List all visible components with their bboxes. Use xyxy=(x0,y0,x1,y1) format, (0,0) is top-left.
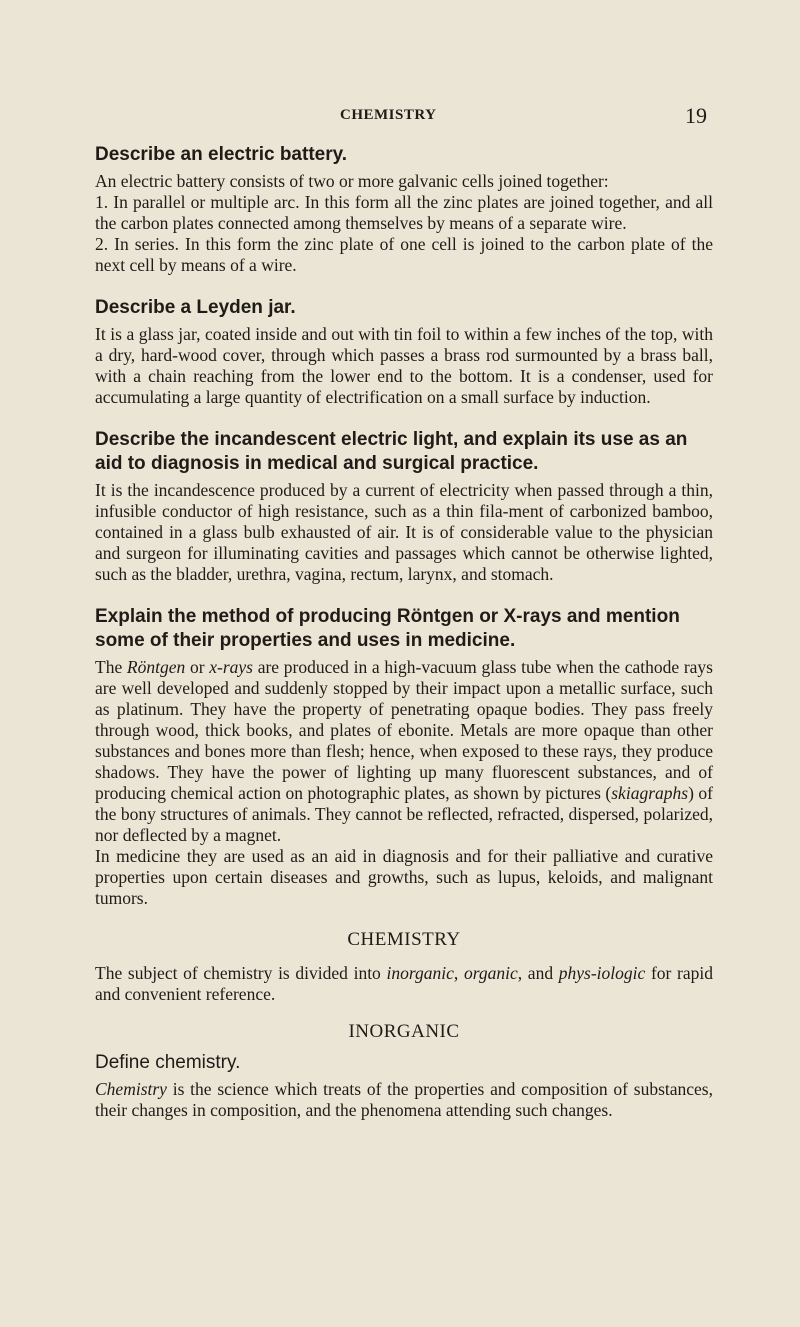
answer-paragraph: The Röntgen or x-rays are produced in a high-vacuum glass tube when the cathode rays are well developed and suddenly stopped by their impact upon a metallic surface, such as platinum. They have the property of penetrating opaque bodies. They pass freely through wood, thick books, and plates of ebonite. Metals are more opaque than other substances and bones more than flesh; hence, when exposed to these rays, they produce shadows. They have the power of lighting up many fluorescent substances, and of producing chemical action on photographic plates, as shown by pictures (skiagraphs) of the bony structures of animals. They cannot be reflected, refracted, dispersed, polarized, nor deflected by a magnet. xyxy=(95,657,714,845)
chemistry-intro: The subject of chemistry is divided into inorganic, organic, and phys-iologic for rapid and convenient reference. xyxy=(95,963,713,1004)
answer-paragraph: An electric battery consists of two or more galvanic cells joined together: xyxy=(95,171,609,191)
question-heading: Describe the incandescent electric light, and explain its use as an aid to diagnosis in medical and surgical practice. xyxy=(95,429,688,474)
italic-term: skiagraphs xyxy=(611,783,689,803)
page-number: 19 xyxy=(685,103,707,128)
answer-paragraph: Chemistry is the science which treats of the properties and composition of substances, their changes in composition, and the phenomena attending such changes. xyxy=(95,1079,713,1120)
answer-paragraph: 2. In series. In this form the zinc plate of one cell is joined to the carbon plate of the next cell by means of a wire. xyxy=(95,234,713,275)
running-head-title: CHEMISTRY xyxy=(340,107,437,123)
italic-term: Röntgen xyxy=(126,657,186,677)
section-incandescent-light xyxy=(95,428,713,585)
running-head xyxy=(0,103,800,129)
inorganic-subheading: INORGANIC xyxy=(348,1021,460,1042)
section-rontgen-rays xyxy=(95,605,713,909)
answer-paragraph: It is the incandescence produced by a current of electricity when passed through a thin, infusible conductor of high resistance, such as a thin fila-ment of carbonized bamboo, contained in a glass bulb exhausted of air. It is of considerable value to the physician and surgeon for illuminating cavities and passages which cannot be otherwise lighted, such as the bladder, urethra, vagina, rectum, larynx, and stomach. xyxy=(95,480,713,584)
question-heading: Describe a Leyden jar. xyxy=(95,297,296,318)
question-heading: Define chemistry. xyxy=(95,1052,241,1073)
section-electric-battery xyxy=(95,143,713,276)
question-heading: Describe an electric battery. xyxy=(95,144,348,165)
answer-paragraph: 1. In parallel or multiple arc. In this form all the zinc plates are joined together, and all the carbon plates connected among themselves by means of a separate wire. xyxy=(95,192,713,233)
italic-term: organic xyxy=(463,963,518,983)
answer-paragraph: It is a glass jar, coated inside and out with tin foil to within a few inches of the top, with a dry, hard-wood cover, through which passes a brass rod surmounted by a brass ball, with a chain reaching from the lower end to the bottom. It is a condenser, used for accumulating a large quantity of electrification on a small surface by induction. xyxy=(95,324,713,407)
italic-term: phys-iologic xyxy=(558,963,646,983)
italic-term: x-rays xyxy=(209,657,253,677)
page-content xyxy=(95,143,713,1121)
italic-term: inorganic xyxy=(386,963,454,983)
answer-paragraph: In medicine they are used as an aid in diagnosis and for their palliative and curative properties upon certain diseases and growths, such as lupus, keloids, and malignant tumors. xyxy=(95,846,713,908)
italic-term: Chemistry xyxy=(95,1079,167,1099)
section-leyden-jar xyxy=(95,296,713,408)
chemistry-heading: CHEMISTRY xyxy=(347,929,461,950)
question-heading: Explain the method of producing Röntgen or X-rays and mention some of their properties and uses in medicine. xyxy=(95,606,680,651)
